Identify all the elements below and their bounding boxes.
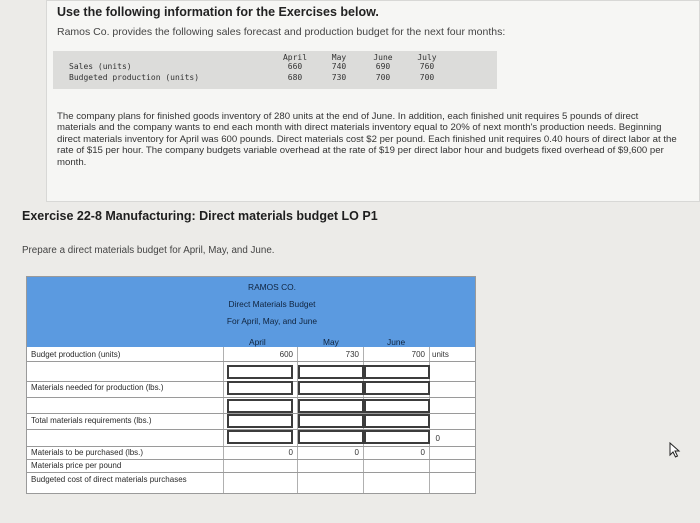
row-divider [27,459,475,460]
input-total-april[interactable] [227,414,293,428]
forecast-month-header: April [282,53,308,62]
row-divider [27,472,475,473]
forecast-value: 760 [419,62,435,71]
production-june: 700 [411,350,425,359]
input-row2-may[interactable] [298,365,364,379]
budget-month-header: April [249,337,266,347]
input-total-june[interactable] [364,414,430,428]
input-row2-june[interactable] [364,365,430,379]
exercise-instruction: Prepare a direct materials budget for April, May, and June. [22,245,275,256]
budget-company: RAMOS CO. [248,282,296,292]
budget-month-header: May [323,337,339,347]
input-row4-april[interactable] [227,399,293,413]
forecast-value: 700 [375,73,391,82]
purchased-may: 0 [354,448,359,457]
row-divider [27,397,475,398]
budget-title: Direct Materials Budget [228,299,316,309]
mouse-cursor-icon [669,442,681,458]
input-total-may[interactable] [298,414,364,428]
forecast-value: 730 [331,73,347,82]
budget-month-header: June [387,337,406,347]
forecast-row-label: Budgeted production (units) [69,73,200,82]
info-intro: Ramos Co. provides the following sales forecast and production budget for the next four months: [57,26,506,38]
input-row2-april[interactable] [227,365,293,379]
input-needed-april[interactable] [227,381,293,395]
input-row4-may[interactable] [298,399,364,413]
production-april: 600 [279,350,293,359]
forecast-value: 660 [287,62,303,71]
production-unit: units [432,350,449,359]
forecast-value: 700 [419,73,435,82]
forecast-value: 680 [287,73,303,82]
input-row6-april[interactable] [227,430,293,444]
input-row6-june[interactable] [364,430,430,444]
row-label-purchased: Materials to be purchased (lbs.) [31,448,144,457]
row-label-needed: Materials needed for production (lbs.) [31,383,164,392]
production-may: 730 [345,350,359,359]
row-divider [27,446,475,447]
row-label-price: Materials price per pound [31,461,122,470]
forecast-month-header: May [331,53,347,62]
row-divider [27,361,475,362]
forecast-table [53,51,497,89]
forecast-value: 740 [331,62,347,71]
info-heading: Use the following information for the Exercises below. [57,5,379,19]
budget-worksheet [26,276,476,494]
forecast-month-header: June [373,53,393,62]
row-label-cost: Budgeted cost of direct materials purchases [31,475,187,484]
forecast-value: 690 [375,62,391,71]
purchased-april: 0 [288,448,293,457]
row-label-production: Budget production (units) [31,350,121,359]
purchased-june: 0 [420,448,425,457]
info-panel [46,0,700,202]
input-row6-may[interactable] [298,430,364,444]
input-needed-june[interactable] [364,381,430,395]
input-needed-may[interactable] [298,381,364,395]
row6-july-value: 0 [435,434,440,443]
forecast-month-header: July [417,53,437,62]
input-row4-june[interactable] [364,399,430,413]
info-paragraph: The company plans for finished goods inventory of 280 units at the end of June. In addition, each finished unit requires 5 pounds of direct materials and the company wants to end each month with direct materials inventory equal to 20% of next month's production needs. Beginning direct materials inventory for April was 600 pounds. Direct materials cost $2 per pound. Each finished unit requires 0.40 hours of direct labor at the rate of $15 per hour. The company budgets variable overhead at the rate of $19 per direct labor hour and budgets fixed overhead of $9,600 per month. [57,111,677,168]
forecast-row-label: Sales (units) [69,62,132,71]
exercise-title: Exercise 22-8 Manufacturing: Direct materials budget LO P1 [22,209,378,223]
row-label-total: Total materials requirements (lbs.) [31,416,152,425]
budget-period: For April, May, and June [226,316,318,326]
